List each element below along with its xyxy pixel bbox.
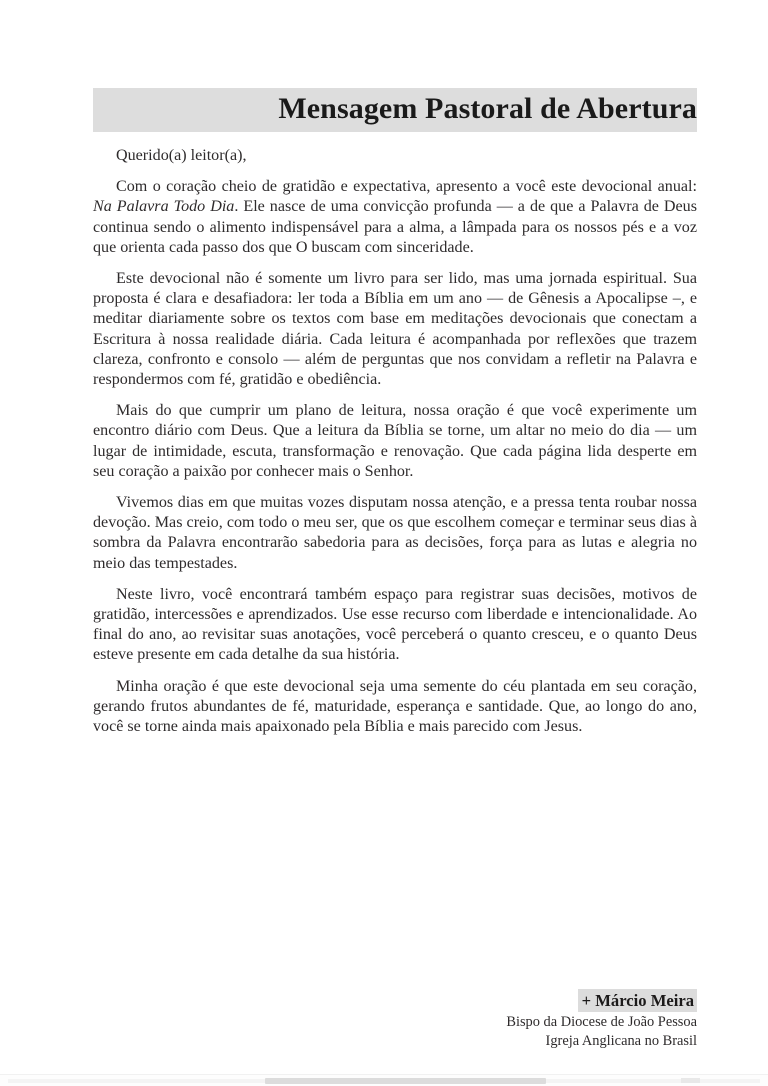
title-container [93,88,697,132]
paragraph-6: Minha oração é que este devocional seja uma semente do céu plantada em seu coração, gerando frutos abundantes de fé, maturidade, esperança e santidade. Que, ao longo do ano, você se torne ainda mais apaixonado pela Bíblia e mais parecido com Jesus. [93,677,697,736]
paragraph-1-text-after-italic: . Ele nasce de uma convicção profunda — a de que a Palavra de Deus continua sendo o alimento indispensável para a alma, a lâmpada para os nossos pés e a voz que orienta cada passo dos que O buscam com sinceridade. [93,198,697,256]
paragraph-1-text-before-italic: Com o coração cheio de gratidão e expectativa, apresento a você este devocional anual: [116,178,697,196]
book-title-italic: Na Palavra Todo Dia [93,198,235,216]
signature-block [93,989,697,1050]
paragraph-5: Neste livro, você encontrará também espaço para registrar suas decisões, motivos de gratidão, intercessões e aprendizados. Use esse recurso com liberdade e intencionalidade. Ao final do ano, ao revisitar suas anotações, você perceberá o quanto cresceu, e o quanto Deus esteve presente em cada detalhe da sua história. [93,585,697,664]
paragraph-3: Mais do que cumprir um plano de leitura, nossa oração é que você experimente um encontro diário com Deus. Que a leitura da Bíblia se torne, um altar no meio do dia — um lugar de intimidade, escuta, transformação e renovação. Que cada página lida desperte em seu coração a paixão por conhecer mais o Senhor. [93,402,697,480]
scrollbar-thumb[interactable] [265,1078,546,1084]
salutation-line: Querido(a) leitor(a), [116,147,247,164]
signature-role: Bispo da Diocese de João Pessoa [506,1014,697,1030]
body-text-block [93,146,697,737]
scrollbar-corner [681,1078,700,1083]
page-title: Mensagem Pastoral de Abertura [93,88,697,132]
signature-organization: Igreja Anglicana no Brasil [545,1033,697,1049]
horizontal-scrollbar[interactable] [0,1074,768,1086]
signature-name: + Márcio Meira [578,989,697,1012]
paragraph-2: Este devocional não é somente um livro para ser lido, mas uma jornada espiritual. Sua proposta é clara e desafiadora: ler toda a Bíblia em um ano — de Gênesis a Apocalipse –, e meditar diariamente sobre os textos com base em meditações devocionais que conectam a Escritura à nossa realidade diária. Cada leitura é acompanhada por reflexões que trazem clareza, confronto e consolo — além de perguntas que nos convidam a refletir na Palavra e respondermos com fé, gratidão e obediência. [93,270,697,389]
paragraph-1 [93,177,697,258]
paragraph-4: Vivemos dias em que muitas vozes disputam nossa atenção, e a pressa tenta roubar nossa devoção. Mas creio, com todo o meu ser, que os que escolhem começar e terminar seus dias à sombra da Palavra encontrarão sabedoria para as decisões, força para as lutas e alegria no meio das tempestades. [93,494,697,572]
